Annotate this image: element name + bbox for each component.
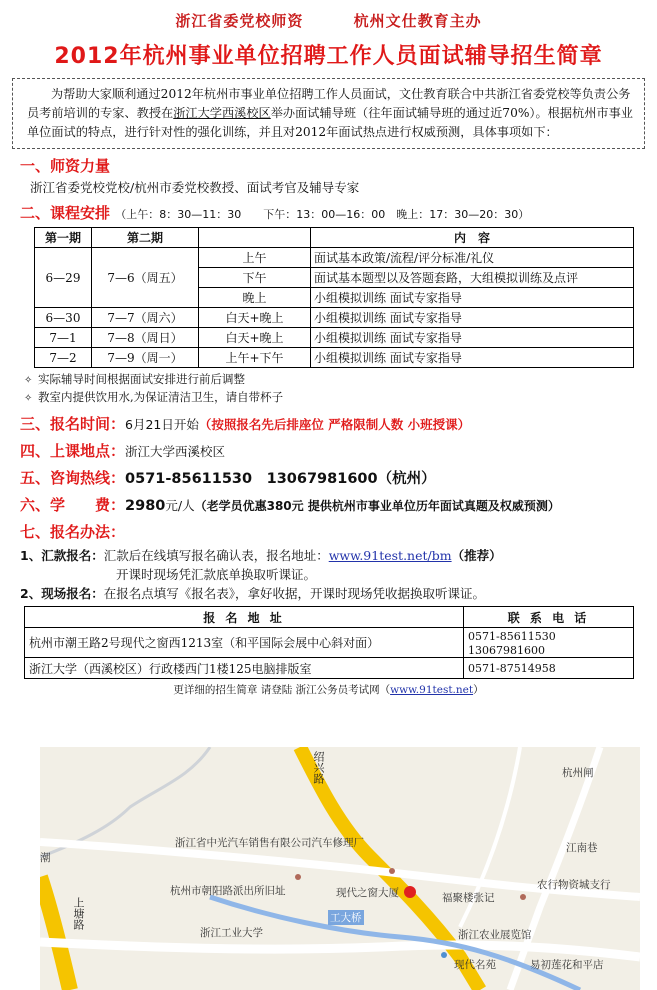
map-label: 工大桥 bbox=[330, 912, 362, 924]
more-info: 更详细的招生简章 请登陆 浙江公务员考试网（www.91test.net） bbox=[173, 684, 484, 696]
schedule-cell: 晚上 bbox=[199, 288, 311, 308]
fee-unit: 元/人 bbox=[165, 498, 195, 513]
poi-icon bbox=[389, 868, 395, 874]
section-teachers-title: 一、师资力量 bbox=[20, 157, 111, 175]
schedule-cell: 7—7（周六） bbox=[92, 308, 199, 328]
header-left: 浙江省委党校师资 bbox=[175, 12, 304, 30]
page-title: 2012年杭州事业单位招聘工作人员面试辅导招生简章 bbox=[54, 44, 603, 69]
schedule-cell: 7—8（周日） bbox=[92, 328, 199, 348]
schedule-cell: 7—9（周一） bbox=[92, 348, 199, 368]
schedule-cell: 6—29 bbox=[35, 248, 92, 308]
schedule-cell: 上午+下午 bbox=[199, 348, 311, 368]
remit-line2: 开课时现场凭汇款底单换取听课证。 bbox=[116, 567, 317, 582]
location-marker-icon bbox=[404, 886, 416, 898]
map-label: 浙江省中光汽车销售有限公司汽车修理厂 bbox=[175, 837, 364, 849]
remit-line: 1、汇款报名：汇款后在线填写报名确认表，报名地址：www.91test.net/bm（推荐） bbox=[20, 548, 502, 563]
intro-place: 浙江大学西溪校区 bbox=[173, 106, 271, 120]
location-map[interactable] bbox=[40, 747, 640, 990]
website-link[interactable]: www.91test.net bbox=[390, 684, 474, 696]
schedule-table bbox=[34, 227, 634, 368]
table-row: 浙江大学（西溪校区）行政楼西门1楼125电脑排版室 0571-87514958 bbox=[25, 658, 634, 679]
section-fee: 六、学 费：2980元/人（老学员优惠380元 提供杭州市事业单位历年面试真题及权威预测） bbox=[20, 496, 560, 514]
schedule-header-row bbox=[35, 228, 634, 248]
location-text: 浙江大学西溪校区 bbox=[125, 444, 226, 459]
schedule-header: 内 容 bbox=[311, 228, 634, 248]
schedule-cell: 7—2 bbox=[35, 348, 92, 368]
section-hotline: 五、咨询热线：0571-85611530 13067981600（杭州） bbox=[20, 469, 436, 487]
intro-box bbox=[12, 78, 645, 149]
schedule-cell: 小组模拟训练 面试专家指导 bbox=[311, 308, 634, 328]
intro-part1: 为帮助大家顺利通过2012年杭州市事业单位招聘工作人员面试，文仕教育联合中共浙江省委党校等负责公务员考前培训的专家、教授在 bbox=[27, 87, 631, 120]
fee-amount: 2980 bbox=[125, 498, 166, 514]
table-row: 杭州市潮王路2号现代之窗西1213室（和平国际会展中心斜对面） 0571-85611530 13067981600 bbox=[25, 628, 634, 658]
table-row bbox=[35, 328, 634, 348]
signup-link[interactable]: www.91test.net/bm bbox=[328, 548, 452, 563]
schedule-cell: 白天+晚上 bbox=[199, 328, 311, 348]
notes bbox=[24, 371, 657, 407]
schedule-cell: 7—1 bbox=[35, 328, 92, 348]
address-table bbox=[24, 606, 634, 679]
table-row bbox=[35, 248, 634, 268]
fee-note: （老学员优惠380元 提供杭州市事业单位历年面试真题及权威预测） bbox=[194, 499, 560, 513]
address-header-row: 报 名 地 址 联 系 电 话 bbox=[25, 607, 634, 628]
diamond-icon: ✧ bbox=[24, 375, 33, 386]
schedule-header: 第一期 bbox=[35, 228, 92, 248]
section-signup-method: 七、报名办法： bbox=[20, 523, 126, 541]
schedule-cell: 小组模拟训练 面试专家指导 bbox=[311, 288, 634, 308]
schedule-cell: 7—6（周五） bbox=[92, 248, 199, 308]
schedule-cell: 下午 bbox=[199, 268, 311, 288]
section-signup-time: 三、报名时间：6月21日开始（按照报名先后排座位 严格限制人数 小班授课） bbox=[20, 415, 471, 433]
section-teachers-text: 浙江省委党校党校/杭州市委党校教授、面试考官及辅导专家 bbox=[30, 180, 360, 195]
map-label: 江南巷 bbox=[566, 842, 598, 854]
schedule-cell: 面试基本政策/流程/评分标准/礼仪 bbox=[311, 248, 634, 268]
schedule-header bbox=[199, 228, 311, 248]
payment-methods bbox=[20, 546, 657, 603]
map-label: 现代名苑 bbox=[454, 959, 496, 971]
hotline-text: 0571-85611530 13067981600（杭州） bbox=[125, 471, 436, 487]
section-location: 四、上课地点：浙江大学西溪校区 bbox=[20, 442, 226, 460]
signup-note: （按照报名先后排座位 严格限制人数 小班授课） bbox=[198, 417, 471, 432]
signup-date: 6月21日开始 bbox=[125, 417, 199, 432]
schedule-cell: 小组模拟训练 面试专家指导 bbox=[311, 328, 634, 348]
table-row bbox=[35, 308, 634, 328]
poi-icon bbox=[441, 952, 447, 958]
table-row bbox=[35, 348, 634, 368]
map-label: 潮 bbox=[40, 852, 51, 864]
onsite-line: 2、现场报名：在报名点填写《报名表》，拿好收据，开课时现场凭收据换取听课证。 bbox=[20, 586, 485, 601]
schedule-times: （上午：8：30—11：30 下午：13：00—16：00 晚上：17：30—20：30） bbox=[115, 208, 530, 221]
map-label: 绍兴路 bbox=[312, 751, 325, 784]
map-roads bbox=[40, 747, 640, 990]
map-label: 福聚楼张记 bbox=[442, 892, 495, 904]
map-label: 农行物资城支行 bbox=[537, 879, 611, 891]
schedule-header: 第二期 bbox=[92, 228, 199, 248]
map-label: 浙江工业大学 bbox=[200, 927, 263, 939]
note-item: ✧ 教室内提供饮用水,为保证清洁卫生，请自带杯子 bbox=[24, 389, 657, 407]
major-road bbox=[40, 877, 70, 990]
intro-part2: 举办面试辅导班（往年面试辅导班的通过近70%）。根据杭州市事业单位面试的特点，进行针对性的强化训练，并且对2012年面试热点进行权威预测，具体事项如下： bbox=[27, 106, 633, 139]
schedule-cell: 面试基本题型以及答题套路，大组模拟训练及点评 bbox=[311, 268, 634, 288]
schedule-cell: 6—30 bbox=[35, 308, 92, 328]
schedule-cell: 白天+晚上 bbox=[199, 308, 311, 328]
schedule-cell: 上午 bbox=[199, 248, 311, 268]
map-label: 杭州闸 bbox=[562, 767, 594, 779]
section-schedule-title bbox=[20, 202, 657, 223]
note-item: ✧ 实际辅导时间根据面试安排进行前后调整 bbox=[24, 371, 657, 389]
header-banner bbox=[0, 10, 657, 31]
map-label: 上塘路 bbox=[72, 897, 85, 930]
poi-icon bbox=[295, 874, 301, 880]
schedule-cell: 小组模拟训练 面试专家指导 bbox=[311, 348, 634, 368]
minor-road bbox=[40, 942, 640, 957]
map-label: 杭州市朝阳路派出所旧址 bbox=[170, 885, 286, 897]
schedule-title: 二、课程安排 bbox=[20, 204, 111, 222]
map-label: 浙江农业展览馆 bbox=[458, 929, 532, 941]
poi-icon bbox=[520, 894, 526, 900]
map-label: 现代之窗大厦 bbox=[336, 887, 399, 899]
header-right: 杭州文仕教育主办 bbox=[353, 12, 482, 30]
diamond-icon: ✧ bbox=[24, 393, 33, 404]
map-label: 易初莲花和平店 bbox=[530, 959, 604, 971]
